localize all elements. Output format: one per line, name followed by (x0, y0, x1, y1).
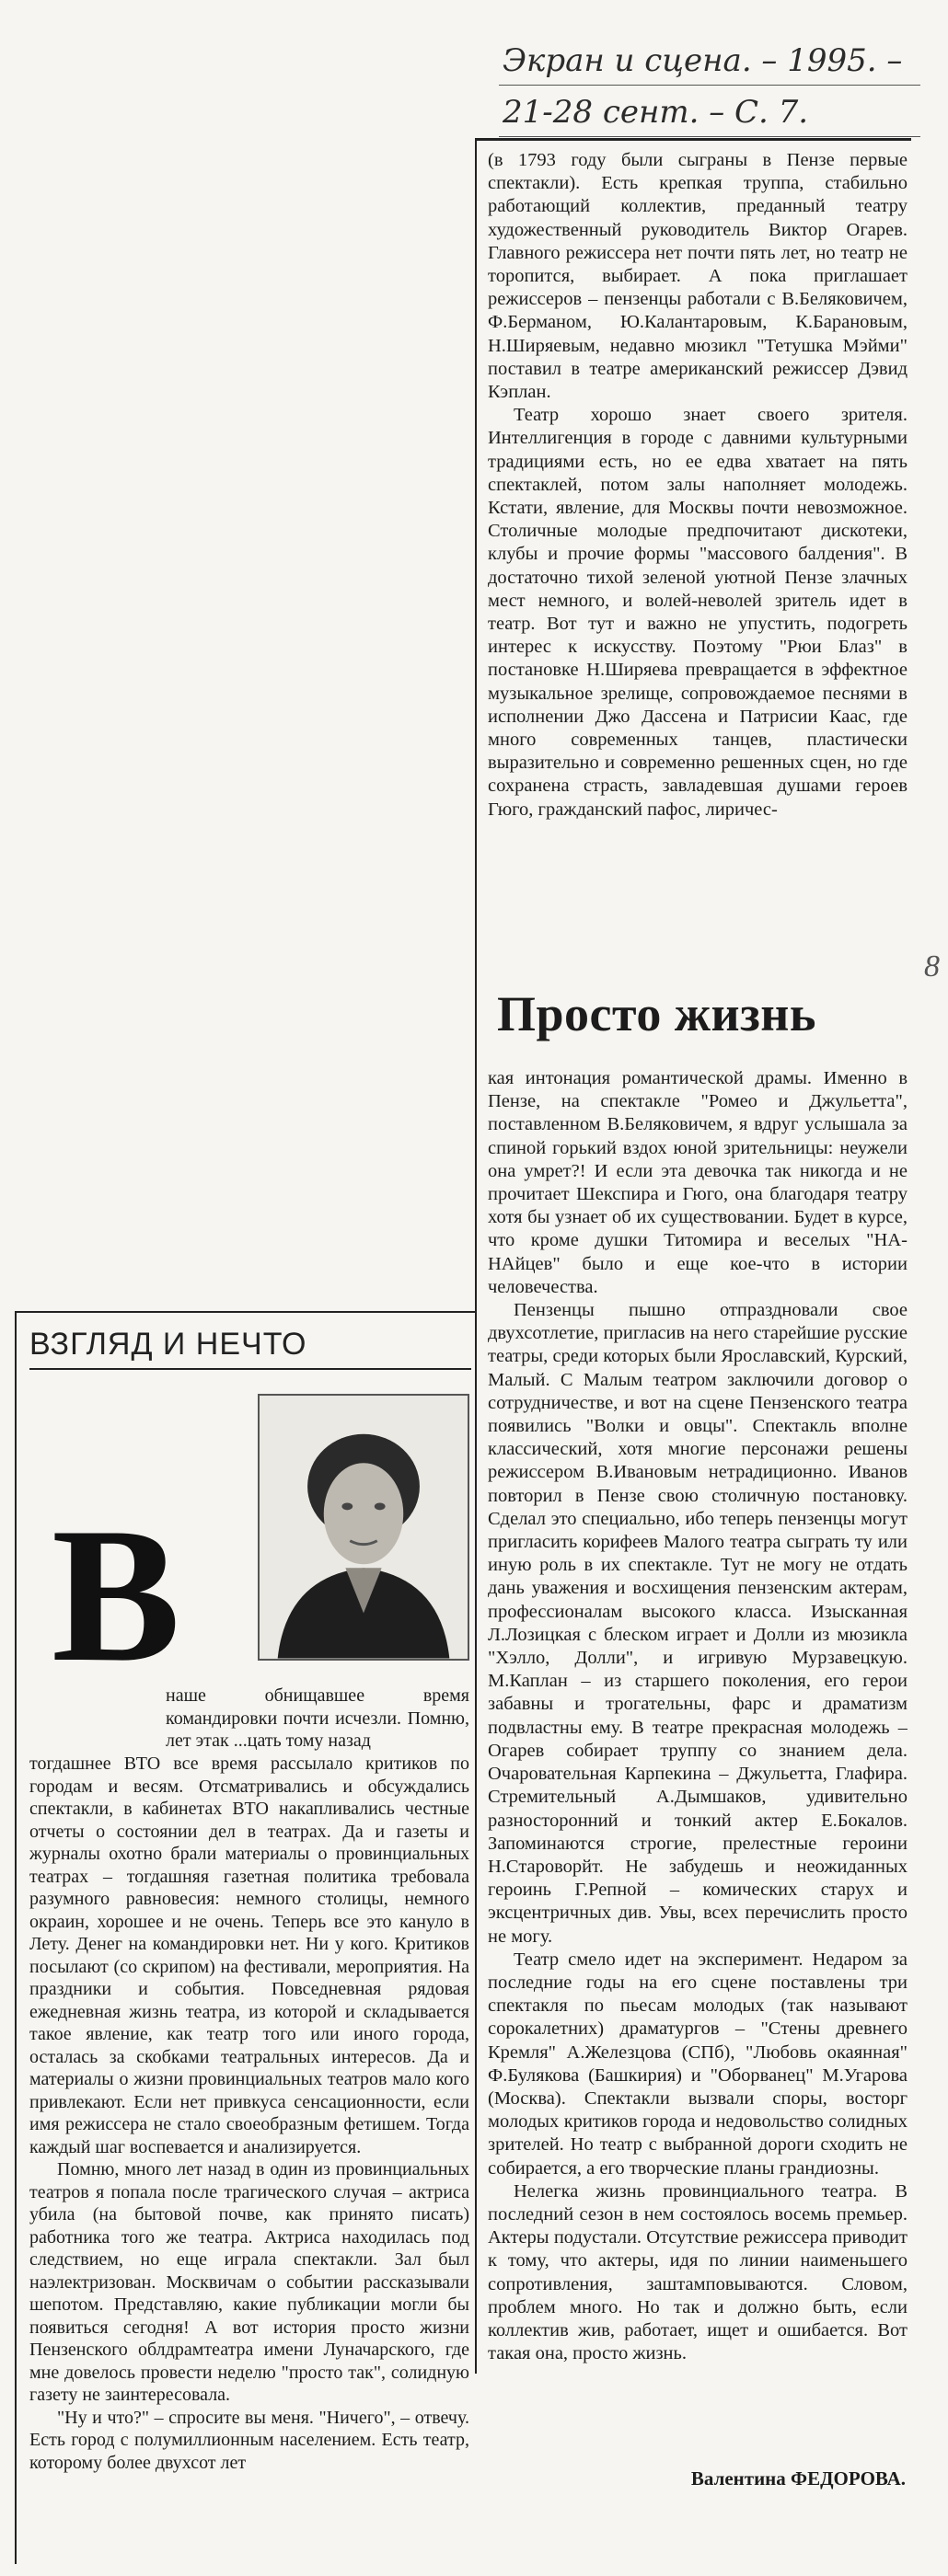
handwritten-source-note (475, 35, 928, 145)
right-column (475, 138, 911, 2490)
paragraph: Театр хорошо знает своего зрителя. Интеллигенция в городе с давними культурными традициями есть, но ее едва хватает на пять спектаклей, потом залы наполняет молодежь. Кстати, явление, для Москвы почти невозможное. Столичные молодые предпочитают дискотеки, клубы и прочие формы "массового балдения". В достаточно тихой зеленой уютной Пензе злачных мест немного, и волей-неволей зритель идет в театр. Вот тут и важно не упустить, подогреть интерес к искусству. Поэтому "Рюи Блаз" в постановке Н.Ширяева превращается в эффектное музыкальное зрелище, сопровождаемое песнями в исполнении Джо Дассена и Патрисии Каас, где много современных танцев, пластически выразительно и современно решенных сцен, но где сохранена страсть, завладевшая душами героев Гюго, гражданский пафос, лиричес- (488, 405, 908, 820)
paragraph: (в 1793 году были сыграны в Пензе первые спектакли). Есть крепкая труппа, стабильно работающий коллектив, преданный театру художественный руководитель Виктор Огарев. Главного режиссера нет почти пять лет, но театр не торопится, выбирает. А пока приглашает режиссеров – пензенцы работали с В.Беляковичем, Ф.Берманом, Ю.Калантаровым, К.Барановым, Н.Ширяевым, недавно мюзикл "Тетушка Мэйми" поставил в театре американский режиссер Дэвид Кэплан. (488, 150, 908, 403)
article-text-top (488, 149, 908, 977)
article-text-bottom (488, 1067, 908, 2493)
left-column (15, 1311, 477, 2564)
paragraph: Помню, много лет назад в один из провинциальных театров я попала после трагического случая – актриса убила (на бытовой почве, как принято писать) работника того же театра. Актриса находилась под следствием, но еще играла спектакли. Зал был наэлектризован. Москвичам о событии рассказывали шепотом. Представляю, какие публикации могли бы появиться сегодня! А вот история просто жизни Пензенского облдрамтеатра имени Луначарского, где мне довелось провести неделю "просто так", солидную газету не заинтересовала. (29, 2159, 469, 2405)
author-signature: Валентина ФЕДОРОВА. (690, 2467, 906, 2490)
source-line-2: 21-28 сент. – С. 7. (503, 94, 809, 131)
paragraph: Театр смело идет на эксперимент. Недаром за последние годы на его сцене поставлены три спектакля по пьесам молодых (так называют сорокалетних) драматургов – "Стены древнего Кремля" А.Железцова (СПб), "Любовь окаянная" Ф.Булякова (Башкирия) и "Оборванец" М.Угарова (Москва). Спектакли вызвали споры, восторг молодых критиков города и недовольство солидных зрителей. Но театр с выбранной дороги сходить не собирается, а его творческие планы грандиозны. (488, 1949, 908, 2179)
paragraph: "Ну и что?" – спросите вы меня. "Ничего", – отвечу. Есть город с полумиллионным населением. Есть театр, которому более двухсот лет (29, 2407, 469, 2473)
article-headline: Просто жизнь (497, 986, 816, 1041)
paragraph: Нелегка жизнь провинциального театра. В последний сезон в нем состоялось восемь премьер. Актеры подустали. Отсутствие режиссера приводит к тому, что актеры, идя по линии наименьшего сопротивления, заштамповываются. Словом, проблем много. Но так и должно быть, если коллектив жив, работает, ищет и ошибается. Вот такая она, просто жизнь. (488, 2180, 908, 2364)
author-photo (258, 1394, 469, 1661)
source-line-1: Экран и сцена. – 1995. – (503, 42, 903, 79)
rubric-title: ВЗГЛЯД И НЕЧТО (29, 1324, 471, 1370)
paragraph: Пензенцы пышно отпраздновали свое двухсотлетие, пригласив на него старейшие русские театры, среди которых были Ярославский, Курский, Малый. С Малым театром заключили договор о сотрудничестве, и вот на сцене Пензенского театра появились "Волки и овцы". Спектакль вполне классический, хотя многие персонажи решены режиссером В.Ивановым нетрадиционно. Иванов повторил в Пензе свою столичную постановку. Сделал это специально, ибо теперь пензенцы могут пригласить корифеев Малого театра сыграть ту или иную роль в их спектакле. Тут не могу не отдать дань уважения и восхищения пензенским актерам, профессионалам высокого класса. Изысканная Л.Лозицкая с блеском играет и Долли из мюзикла "Хэлло, Долли", и игривую Мурзавецкую. М.Каплан – из старшего поколения, его герои забавны и трогательны, фарс и драматизм подвластны ему. В театре прекрасная молодежь – Огарев собирает труппу со знанием дела. Очаровательная Карпекина – Джульетта, Глафира. Стремительный А.Дымшаков, удивительно разносторонний и тонкий актер Е.Бокалов. Запоминаются строгие, прелестные героини Н.Староворйт. Не забудешь и неожиданных героинь Г.Репной – комических старух и эксцентричных див. Увы, всех перечислить просто не могу. (488, 1300, 908, 1947)
underline-rule (499, 136, 920, 137)
page-mark: 8 (924, 949, 940, 983)
paragraph: тогдашнее ВТО все время рассылало критиков по городам и весям. Отсматривались и обсуждались спектакли, в кабинетах ВТО накапливались честные отчеты о состоянии дел в театрах. Да и газеты и журналы охотно брали материалы о провинциальных театрах – тогдашняя газетная политика требовала разумного равновесия: немного столицы, немного окраин, хорошее и не очень. Теперь все это кануло в Лету. Денег на командировки нет. Ни у кого. Критиков посылают (со скрипом) на фестивали, мероприятия. На праздники и события. Повседневная рядовая ежедневная жизнь театра, из которой и складывается такое явление, как театр того или иного города, осталась за скобками театральных интересов. Да и материалы о жизни провинциальных театров мало кого привлекают. Если нет привкуса сенсационности, если имя режиссера не стало своеобразным фетишем. Тогда каждый шаг воспевается и анализируется. (29, 1754, 469, 2157)
paragraph: кая интонация романтической драмы. Именно в Пензе, на спектакле "Ромео и Джульетта", поставленном В.Беляковичем, я вдруг услышала за спиной горький вздох юной зрительницы: неужели она умрет?! И если эта девочка так никогда и не прочитает Шекспира и Гюго, она благодаря театру хотя бы узнает об их существовании. Будет в курсе, что кроме душки Титомира и веселых "НА-НАйцев" было и еще кое-что в истории человечества. (488, 1068, 908, 1297)
portrait-image (260, 1396, 468, 1659)
column-top-rule (475, 138, 911, 141)
underline-rule (499, 85, 920, 86)
drop-cap-letter: В (52, 1489, 181, 1702)
left-article-text (29, 1753, 469, 2562)
lead-text: наше обнищавшее время командировки почти исчезли. Помню, лет этак ...цать тому назад (166, 1685, 469, 1751)
